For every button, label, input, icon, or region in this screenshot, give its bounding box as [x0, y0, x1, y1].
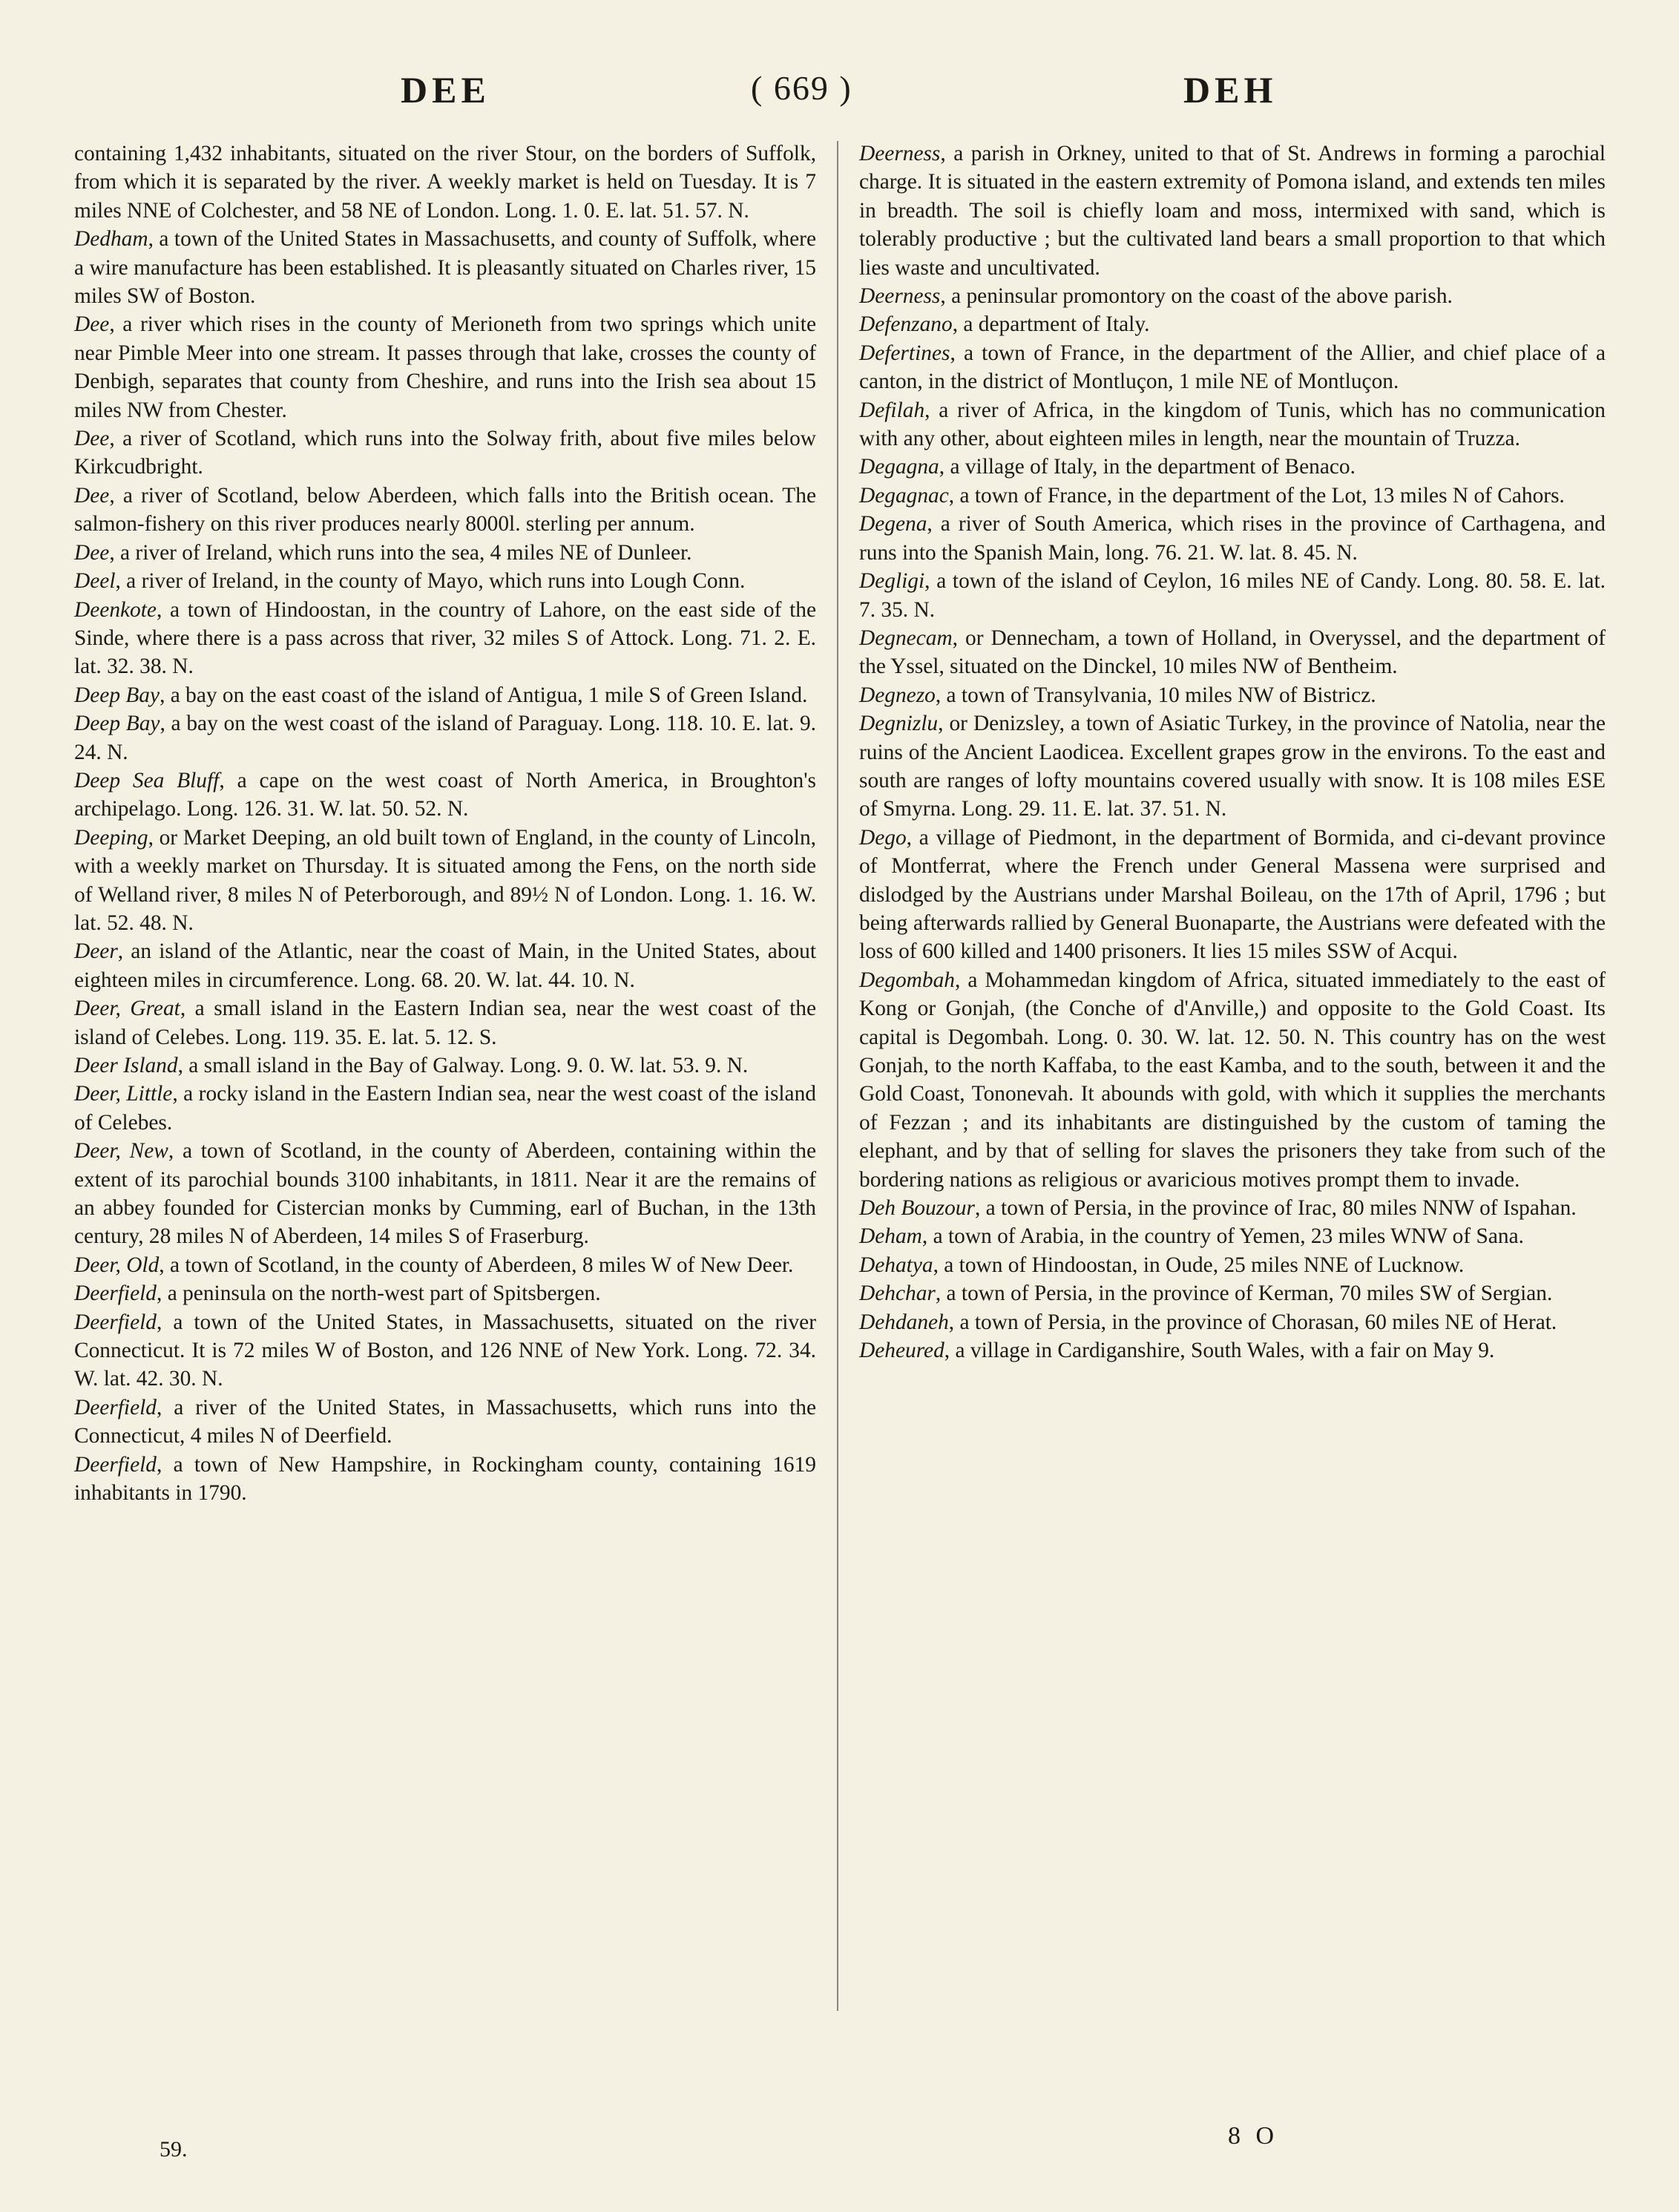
entry-text: , a river which rises in the county of Merioneth from two springs which unite near Pimble Meer into one stream. It passes through that lake, crosses the county of Denbigh, separates that county from Cheshire, and runs into the Irish sea about 15 miles NW from Chester. [74, 312, 816, 422]
entry-headword: Deep Sea Bluff [74, 768, 220, 792]
entry-text: , a town of France, in the department of the Allier, and chief place of a canton, in the district of Montluçon, 1 mile NE of Montluçon. [859, 341, 1606, 394]
entry-text: , a peninsula on the north-west part of Spitsbergen. [157, 1281, 601, 1306]
entry-text: , or Market Deeping, an old built town of England, in the county of Lincoln, with a weekly market on Thursday. It is situated among the Fens, on the north side of Welland river, 8 miles N of Peterborough, and 89½ N of London. Long. 1. 16. W. lat. 52. 48. N. [74, 825, 816, 935]
entry-text: , a town of Arabia, in the country of Yemen, 23 miles WNW of Sana. [921, 1224, 1524, 1249]
gazetteer-entry [859, 396, 1606, 453]
column-divider [837, 141, 838, 2011]
gazetteer-entry [859, 567, 1606, 624]
entry-text: , a river of Africa, in the kingdom of Tunis, which has no communication with any other, about eighteen miles in length, near the mountain of Truzza. [859, 398, 1606, 451]
gazetteer-entry [859, 1222, 1606, 1250]
entry-headword: Deeping [74, 825, 148, 850]
gazetteer-entry [859, 966, 1606, 1194]
footer-signature-number: 59. [160, 2137, 188, 2162]
gazetteer-entry [74, 1080, 816, 1137]
entry-headword: Defenzano [859, 312, 953, 337]
gazetteer-entry [74, 1251, 816, 1279]
entry-text: , a village of Piedmont, in the department of Bormida, and ci-devant province of Montferrat, where the French under General Massena were surprised and dislodged by the Austrians under Marshal Boileau, on the 17th of April, 1796 ; but being afterwards rallied by General Buonaparte, the Austrians were defeated with the loss of 600 killed and 1400 prisoners. It lies 15 miles SSW of Acqui. [859, 825, 1606, 964]
entry-text: , a river of South America, which rises in the province of Carthagena, and runs into the Spanish Main, long. 76. 21. W. lat. 8. 45. N. [859, 512, 1606, 565]
entry-headword: Dehatya [859, 1253, 933, 1277]
gazetteer-entry [859, 1308, 1606, 1336]
gazetteer-entry [74, 424, 816, 482]
gazetteer-entry [74, 1051, 816, 1080]
entry-headword: Deh Bouzour [859, 1196, 975, 1221]
gazetteer-entry [74, 310, 816, 424]
entry-text: , a river of Ireland, which runs into the sea, 4 miles NE of Dunleer. [109, 540, 692, 565]
right-column [859, 140, 1606, 1365]
entry-text: , a rocky island in the Eastern Indian sea, near the west coast of the island of Celebes. [74, 1082, 816, 1135]
entry-headword: Deheured [859, 1339, 944, 1363]
entry-text: , a river of Scotland, below Aberdeen, which falls into the British ocean. The salmon-fishery on this river produces nearly 8000l. sterling per annum. [74, 483, 816, 536]
gazetteer-entry [74, 567, 816, 595]
header-right-guideword: DEH [1183, 69, 1278, 111]
entry-headword: Deer, Little [74, 1082, 173, 1106]
entry-text: , a town of Persia, in the province of Kerman, 70 miles SW of Sergian. [935, 1281, 1553, 1306]
gazetteer-entry [859, 1251, 1606, 1279]
entry-headword: Deer Island [74, 1054, 178, 1077]
entry-headword: Deham [859, 1224, 922, 1249]
gazetteer-entry [74, 681, 816, 709]
entry-text: , a parish in Orkney, united to that of St. Andrews in forming a parochial charge. It is situated in the eastern extremity of Pomona island, and extends ten miles in breadth. The soil is chiefly loam and moss, intermixed with sand, which is tolerably productive ; but the cultivated land bears a small proportion to that which lies waste and uncultivated. [859, 142, 1606, 280]
entry-text: , a bay on the east coast of the island of Antigua, 1 mile S of Green Island. [160, 683, 808, 707]
entry-text: , a town of the island of Ceylon, 16 miles NE of Candy. Long. 80. 58. E. lat. 7. 35. N. [859, 569, 1606, 622]
entry-text: , a town of New Hampshire, in Rockingham county, containing 1619 inhabitants in 1790. [74, 1452, 816, 1506]
entry-headword: Dee [74, 312, 110, 337]
entry-text: , an island of the Atlantic, near the coast of Main, in the United States, about eighteen miles in circumference. Long. 68. 20. W. lat. 44. 10. N. [74, 939, 816, 992]
entry-text: , a cape on the west coast of North America, in Broughton's archipelago. Long. 126. 31. W. lat. 50. 52. N. [74, 768, 816, 821]
entry-headword: Degnezo [859, 683, 936, 707]
entry-text: , a river of Ireland, in the county of Mayo, which runs into Lough Conn. [115, 569, 746, 594]
entry-text: , a small island in the Eastern Indian sea, near the west coast of the island of Celebes. Long. 119. 35. E. lat. 5. 12. S. [74, 997, 817, 1049]
header-left-guideword: DEE [401, 69, 490, 111]
entry-text: , a river of Scotland, which runs into the Solway frith, about five miles below Kirkcudbright. [74, 427, 816, 479]
gazetteer-entry [74, 709, 816, 767]
entry-text: , a department of Italy. [952, 312, 1150, 337]
entry-headword: Dee [74, 427, 110, 451]
entry-headword: Deer, Great [74, 997, 180, 1021]
gazetteer-entry [859, 681, 1606, 709]
entry-text: , a town of Transylvania, 10 miles NW of Bistricz. [935, 683, 1376, 707]
entry-headword: Dedham [74, 227, 148, 252]
gazetteer-entry [859, 453, 1606, 481]
gazetteer-entry [74, 824, 816, 938]
entry-headword: Deerfield [74, 1281, 157, 1306]
gazetteer-entry [74, 994, 816, 1051]
entry-text: , or Denizsley, a town of Asiatic Turkey, in the province of Natolia, near the ruins of the Ancient Laodicea. Excellent grapes grow in the environs. To the east and south are ranges of lofty mountains covered usually with snow. It is 108 miles ESE of Smyrna. Long. 29. 11. E. lat. 37. 51. N. [859, 712, 1606, 821]
entry-text: , a town of the United States in Massachusetts, and county of Suffolk, where a wire manufacture has been established. It is pleasantly situated on Charles river, 15 miles SW of Boston. [74, 227, 816, 309]
entry-text: , a town of Persia, in the province of Chorasan, 60 miles NE of Herat. [948, 1310, 1557, 1334]
gazetteer-entry [859, 1194, 1606, 1222]
gazetteer-entry [859, 1279, 1606, 1307]
entry-headword: Degena [859, 512, 927, 536]
entry-text: , a town of Scotland, in the county of Aberdeen, containing within the extent of its parochial bounds 3100 inhabitants, in 1811. Near it are the remains of an abbey founded for Cistercian monks by Cumming, earl of Buchan, in the 13th century, 28 miles N of Aberdeen, 14 miles S of Fraserburg. [74, 1139, 816, 1249]
gazetteer-entry [859, 510, 1606, 567]
gazetteer-entry [74, 937, 816, 994]
gazetteer-entry [859, 1336, 1606, 1365]
entry-headword: Dehchar [859, 1281, 936, 1306]
gazetteer-entry [859, 709, 1606, 824]
gazetteer-entry [74, 1137, 816, 1251]
entry-text: , or Dennecham, a town of Holland, in Overyssel, and the department of the Yssel, situated on the Dinckel, 10 miles NW of Bentheim. [859, 626, 1606, 679]
footer-signature-mark: 8 O [1228, 2122, 1279, 2150]
entry-headword: Degligi [859, 569, 925, 594]
page-number: ( 669 ) [751, 69, 852, 107]
entry-text: , a village of Italy, in the department of Benaco. [939, 455, 1356, 479]
entry-headword: Deerfield [74, 1452, 157, 1477]
entry-text: , a river of the United States, in Massachusetts, which runs into the Connecticut, 4 miles N of Deerfield. [74, 1395, 816, 1448]
entry-text: , a town of Hindoostan, in Oude, 25 miles NNE of Lucknow. [933, 1253, 1465, 1277]
gazetteer-entry [74, 539, 816, 567]
entry-headword: Deep Bay [74, 712, 160, 736]
entry-text: , a bay on the west coast of the island of Paraguay. Long. 118. 10. E. lat. 9. 24. N. [74, 712, 816, 764]
gazetteer-entry [74, 1451, 816, 1508]
entry-text: containing 1,432 inhabitants, situated on the river Stour, on the borders of Suffolk, from which it is separated by the river. A weekly market is held on Tuesday. It is 7 miles NNE of Colchester, and 58 NE of London. Long. 1. 0. E. lat. 51. 57. N. [74, 142, 816, 223]
entry-headword: Deenkote [74, 597, 157, 622]
gazetteer-entry [859, 482, 1606, 510]
entry-headword: Dee [74, 540, 110, 565]
entry-headword: Dego [859, 825, 907, 850]
entry-headword: Deerness [859, 142, 941, 165]
entry-headword: Deer, New [74, 1139, 168, 1164]
entry-headword: Deerfield [74, 1310, 157, 1334]
entry-text: , a town of the United States, in Massachusetts, situated on the river Connecticut. It is 72 miles W of Boston, and 126 NNE of New York. Long. 72. 34. W. lat. 42. 30. N. [74, 1310, 816, 1391]
gazetteer-entry [859, 282, 1606, 310]
entry-text: , a town of France, in the department of the Lot, 13 miles N of Cahors. [948, 483, 1565, 508]
gazetteer-entry [74, 1279, 816, 1307]
gazetteer-entry [859, 339, 1606, 396]
entry-headword: Degnizlu [859, 712, 939, 736]
entry-headword: Dehdaneh [859, 1310, 949, 1334]
entry-headword: Deer [74, 939, 118, 964]
entry-text: , a town of Persia, in the province of Irac, 80 miles NNW of Ispahan. [974, 1196, 1577, 1221]
gazetteer-entry [859, 624, 1606, 681]
running-header [0, 68, 1679, 120]
entry-text: , a village in Cardiganshire, South Wales, with a fair on May 9. [944, 1339, 1495, 1363]
entry-headword: Deerfield [74, 1395, 157, 1420]
gazetteer-entry [74, 1308, 816, 1394]
gazetteer-entry [74, 767, 816, 824]
entry-headword: Deep Bay [74, 683, 160, 707]
gazetteer-entry [859, 310, 1606, 338]
entry-headword: Defilah [859, 398, 925, 422]
entry-headword: Degagna [859, 455, 939, 479]
entry-headword: Degagnac [859, 483, 949, 508]
entry-headword: Degnecam [859, 626, 953, 650]
gazetteer-entry [74, 1394, 816, 1451]
gazetteer-entry [859, 140, 1606, 282]
entry-text: , a town of Scotland, in the county of Aberdeen, 8 miles W of New Deer. [159, 1253, 794, 1277]
entry-headword: Defertines [859, 341, 950, 365]
entry-text: , a peninsular promontory on the coast of the above parish. [940, 284, 1453, 309]
gazetteer-entry [74, 140, 816, 225]
entry-headword: Degombah [859, 968, 955, 992]
gazetteer-entry [74, 225, 816, 310]
entry-headword: Deerness [859, 284, 941, 309]
entry-text: , a town of Hindoostan, in the country of Lahore, on the east side of the Sinde, where there is a pass across that river, 32 miles S of Attock. Long. 71. 2. E. lat. 32. 38. N. [74, 597, 816, 679]
entry-headword: Deel [74, 569, 116, 594]
entry-text: , a Mohammedan kingdom of Africa, situated immediately to the east of Kong or Gonjah, (the Conche of d'Anville,) and opposite to the Gold Coast. Its capital is Degombah. Long. 0. 30. W. lat. 12. 50. N. This country has on the west Gonjah, to the north Kaffaba, to the east Kamba, and to the south, between it and the Gold Coast, Tononevah. It abounds with gold, with which it supplies the merchants of Fezzan ; and its inhabitants are distinguished by the custom of taming the elephant, and by that of selling for slaves the prisoners they take from such of the bordering nations as religious or avaricious motives prompt them to invade. [859, 968, 1606, 1192]
entry-text: , a small island in the Bay of Galway. Long. 9. 0. W. lat. 53. 9. N. [177, 1054, 749, 1077]
gazetteer-entry [74, 596, 816, 681]
entry-headword: Deer, Old [74, 1253, 160, 1277]
entry-headword: Dee [74, 483, 110, 508]
gazetteer-entry [859, 824, 1606, 966]
gazetteer-entry [74, 482, 816, 539]
left-column [74, 140, 816, 1508]
